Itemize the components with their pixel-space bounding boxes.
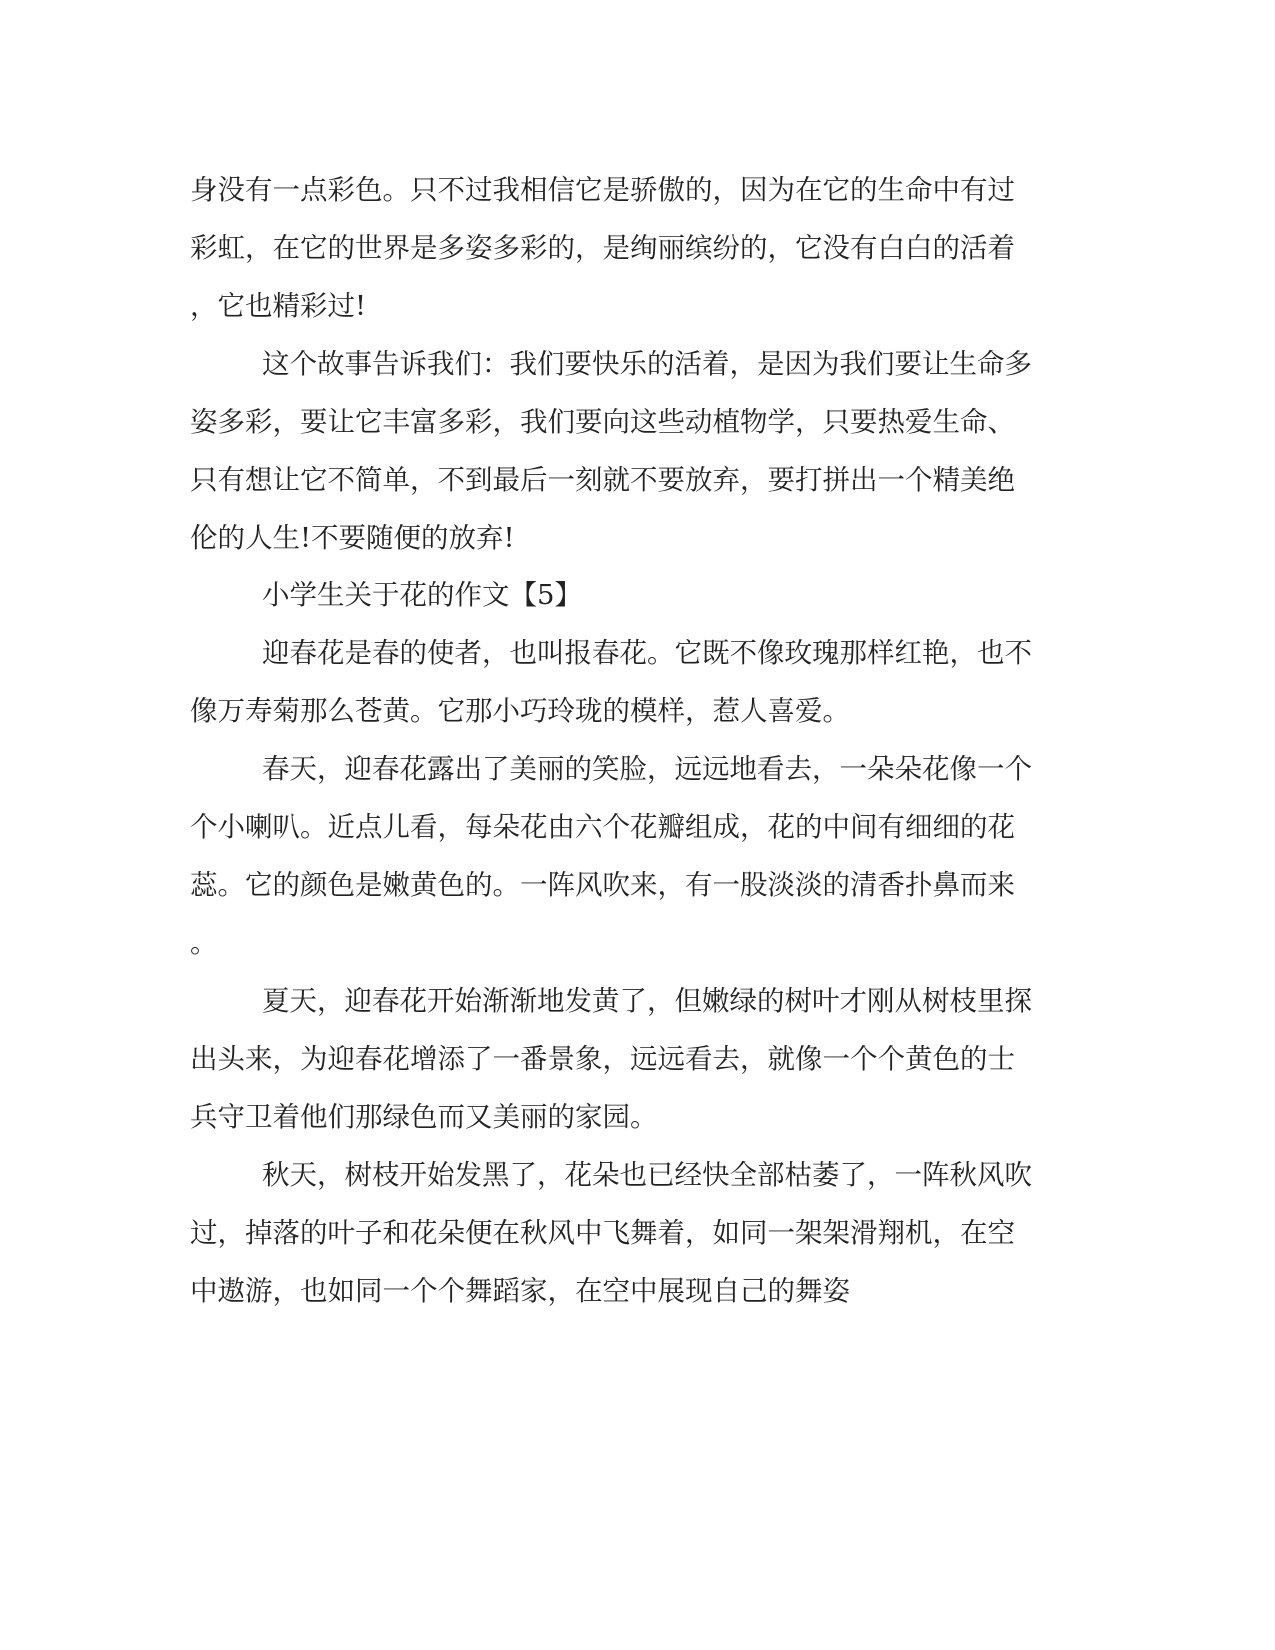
text-line: 出头来，为迎春花增添了一番景象，远远看去，就像一个个黄色的士: [190, 1043, 1015, 1075]
text-line: 过，掉落的叶子和花朵便在秋风中飞舞着，如同一架架滑翔机，在空: [190, 1217, 1015, 1249]
text-line: 像万寿菊那么苍黄。它那小巧玲珑的模样，惹人喜爱。: [190, 695, 850, 727]
text-line: 兵守卫着他们那绿色而又美丽的家园。: [190, 1101, 658, 1133]
text-line: 蕊。它的颜色是嫩黄色的。一阵风吹来，有一股淡淡的清香扑鼻而来: [190, 869, 1015, 901]
paragraph-start-line: 迎春花是春的使者，也叫报春花。它既不像玫瑰那样红艳，也不: [262, 637, 1032, 669]
text-line: 中遨游，也如同一个个舞蹈家，在空中展现自己的舞姿: [190, 1275, 850, 1307]
text-line: 个小喇叭。近点儿看，每朵花由六个花瓣组成，花的中间有细细的花: [190, 811, 1015, 843]
text-line: ，它也精彩过!: [190, 290, 367, 322]
text-line: 姿多彩，要让它丰富多彩，我们要向这些动植物学，只要热爱生命、: [190, 406, 1015, 438]
paragraph-start-line: 这个故事告诉我们：我们要快乐的活着，是因为我们要让生命多: [262, 348, 1032, 380]
text-line: 只有想让它不简单，不到最后一刻就不要放弃，要打拼出一个精美绝: [190, 464, 1015, 496]
text-line: 。: [190, 927, 218, 959]
paragraph-start-line: 夏天，迎春花开始渐渐地发黄了，但嫩绿的树叶才刚从树枝里探: [262, 985, 1032, 1017]
text-line: 彩虹，在它的世界是多姿多彩的，是绚丽缤纷的，它没有白白的活着: [190, 232, 1015, 264]
text-line: 伦的人生!不要随便的放弃!: [190, 522, 515, 554]
paragraph-start-line: 秋天，树枝开始发黑了，花朵也已经快全部枯萎了，一阵秋风吹: [262, 1159, 1032, 1191]
section-heading: 小学生关于花的作文【5】: [262, 579, 582, 611]
paragraph-start-line: 春天，迎春花露出了美丽的笑脸，远远地看去，一朵朵花像一个: [262, 753, 1032, 785]
text-line: 身没有一点彩色。只不过我相信它是骄傲的，因为在它的生命中有过: [190, 174, 1015, 206]
